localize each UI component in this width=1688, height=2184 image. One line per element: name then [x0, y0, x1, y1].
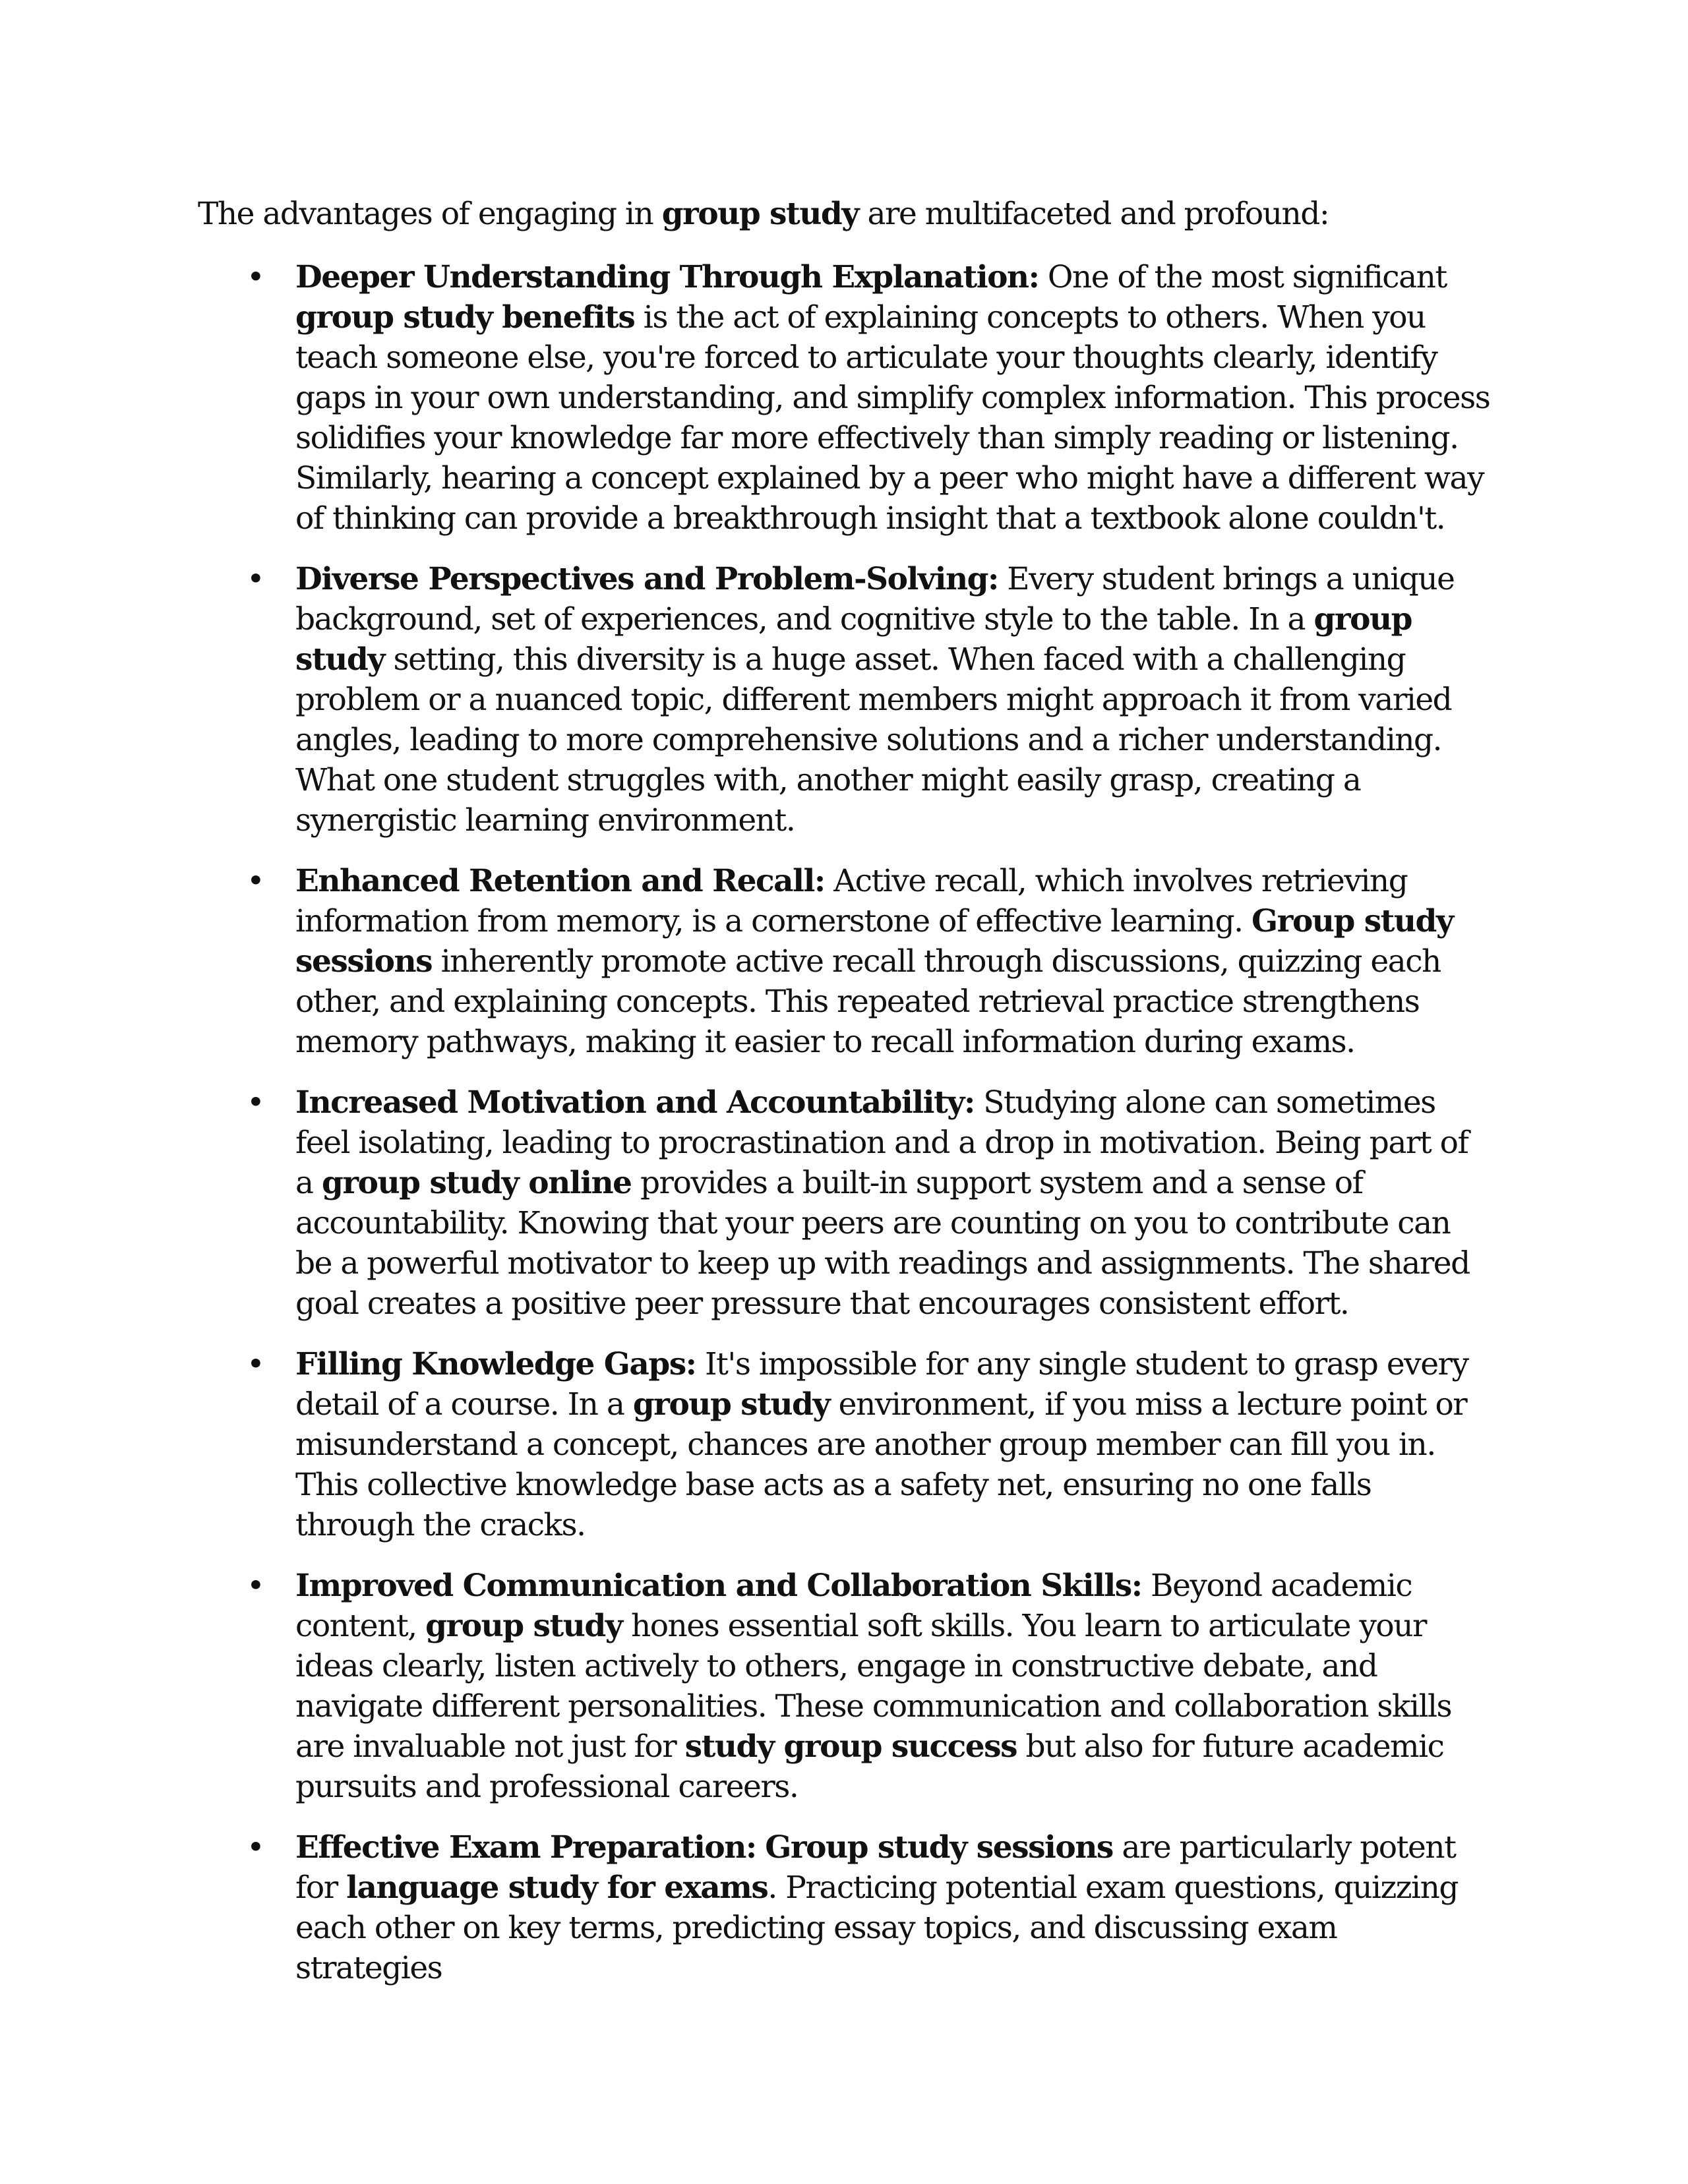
item-text: setting, this diversity is a huge asset. When faced with a challenging problem or a nuanced topic, different members might approach it from varied angles, leading to more comprehensive solutions and a richer understanding. What one student struggles with, another might easily grasp, creating a synergistic learning environment.	[295, 641, 1452, 839]
item-text: are particularly potent for	[295, 1829, 1456, 1906]
list-item-retention-recall	[247, 861, 1492, 1062]
list-item-exam-preparation	[247, 1827, 1492, 1988]
item-heading: Increased Motivation and Accountability:	[295, 1084, 975, 1121]
item-text: hones essential soft skills. You learn to articulate your ideas clearly, listen actively to others, engage in constructive debate, and navigate different personalities. These communication and collaboration skills are invaluable not just for	[295, 1608, 1452, 1765]
item-keyword: language study for exams	[346, 1870, 768, 1906]
list-item-knowledge-gaps	[247, 1344, 1492, 1545]
bullet-icon: •	[247, 863, 264, 899]
item-keyword: Group study sessions	[295, 903, 1453, 980]
intro-paragraph	[198, 194, 1517, 234]
item-text: Active recall, which involves retrieving information from memory, is a cornerstone of effective learning.	[295, 863, 1408, 939]
bullet-icon: •	[247, 259, 264, 295]
item-text	[756, 1829, 765, 1866]
item-keyword: study group success	[684, 1728, 1017, 1765]
item-text: Studying alone can sometimes feel isolating, leading to procrastination and a drop in motivation. Being part of a	[295, 1084, 1468, 1201]
item-heading: Improved Communication and Collaboration Skills:	[295, 1568, 1142, 1604]
item-text: provides a built-in support system and a sense of accountability. Knowing that your peers are counting on you to contribute can be a powerful motivator to keep up with readings and assignments. The shared goal creates a positive peer pressure that encourages consistent effort.	[295, 1165, 1470, 1322]
item-text: but also for future academic pursuits and professional careers.	[295, 1728, 1444, 1805]
item-heading: Enhanced Retention and Recall:	[295, 863, 825, 899]
item-heading: Effective Exam Preparation:	[295, 1829, 756, 1866]
item-text: is the act of explaining concepts to others. When you teach someone else, you're forced to articulate your thoughts clearly, identify gaps in your own understanding, and simplify complex information. This process solidifies your knowledge far more effectively than simply reading or listening. Similarly, hearing a concept explained by a peer who might have a different way of thinking can provide a breakthrough insight that a textbook alone couldn't.	[295, 299, 1490, 537]
item-keyword: group study	[632, 1386, 830, 1423]
item-keyword: group study benefits	[295, 299, 635, 336]
item-keyword: Group study sessions	[765, 1829, 1113, 1866]
intro-keyword: group study	[661, 196, 859, 232]
bullet-icon: •	[247, 1346, 264, 1382]
item-heading: Filling Knowledge Gaps:	[295, 1346, 696, 1382]
intro-text-end: are multifaceted and profound:	[859, 196, 1329, 232]
list-item-communication-skills	[247, 1566, 1492, 1807]
item-heading: Deeper Understanding Through Explanation:	[295, 259, 1039, 295]
item-keyword: group study	[295, 601, 1412, 678]
bullet-icon: •	[247, 1829, 264, 1866]
intro-text: The advantages of engaging in	[198, 196, 662, 232]
item-text: environment, if you miss a lecture point or misunderstand a concept, chances are another group member can fill you in. This collective knowledge base acts as a safety net, ensuring no one falls through the cracks.	[295, 1386, 1467, 1543]
item-keyword: group study online	[321, 1165, 632, 1201]
bullet-icon: •	[247, 1084, 264, 1121]
item-text: inherently promote active recall through discussions, quizzing each other, and explaining concepts. This repeated retrieval practice strengthens memory pathways, making it easier to recall information during exams.	[295, 943, 1441, 1060]
item-heading: Diverse Perspectives and Problem-Solving:	[295, 561, 998, 597]
list-item-diverse-perspectives	[247, 559, 1492, 841]
item-text: Beyond academic content,	[295, 1568, 1412, 1644]
item-text: One of the most significant	[1039, 259, 1447, 295]
item-keyword: group study	[425, 1608, 622, 1644]
bullet-icon: •	[247, 561, 264, 597]
item-text: Every student brings a unique background, set of experiences, and cognitive style to the table. In a	[295, 561, 1455, 637]
list-item-deeper-understanding	[247, 257, 1492, 539]
list-item-motivation-accountability	[247, 1082, 1492, 1324]
benefits-list	[247, 257, 1492, 2009]
bullet-icon: •	[247, 1568, 264, 1604]
item-text: . Practicing potential exam questions, quizzing each other on key terms, predicting essay topics, and discussing exam strategies	[295, 1870, 1458, 1986]
item-text: It's impossible for any single student to grasp every detail of a course. In a	[295, 1346, 1468, 1423]
